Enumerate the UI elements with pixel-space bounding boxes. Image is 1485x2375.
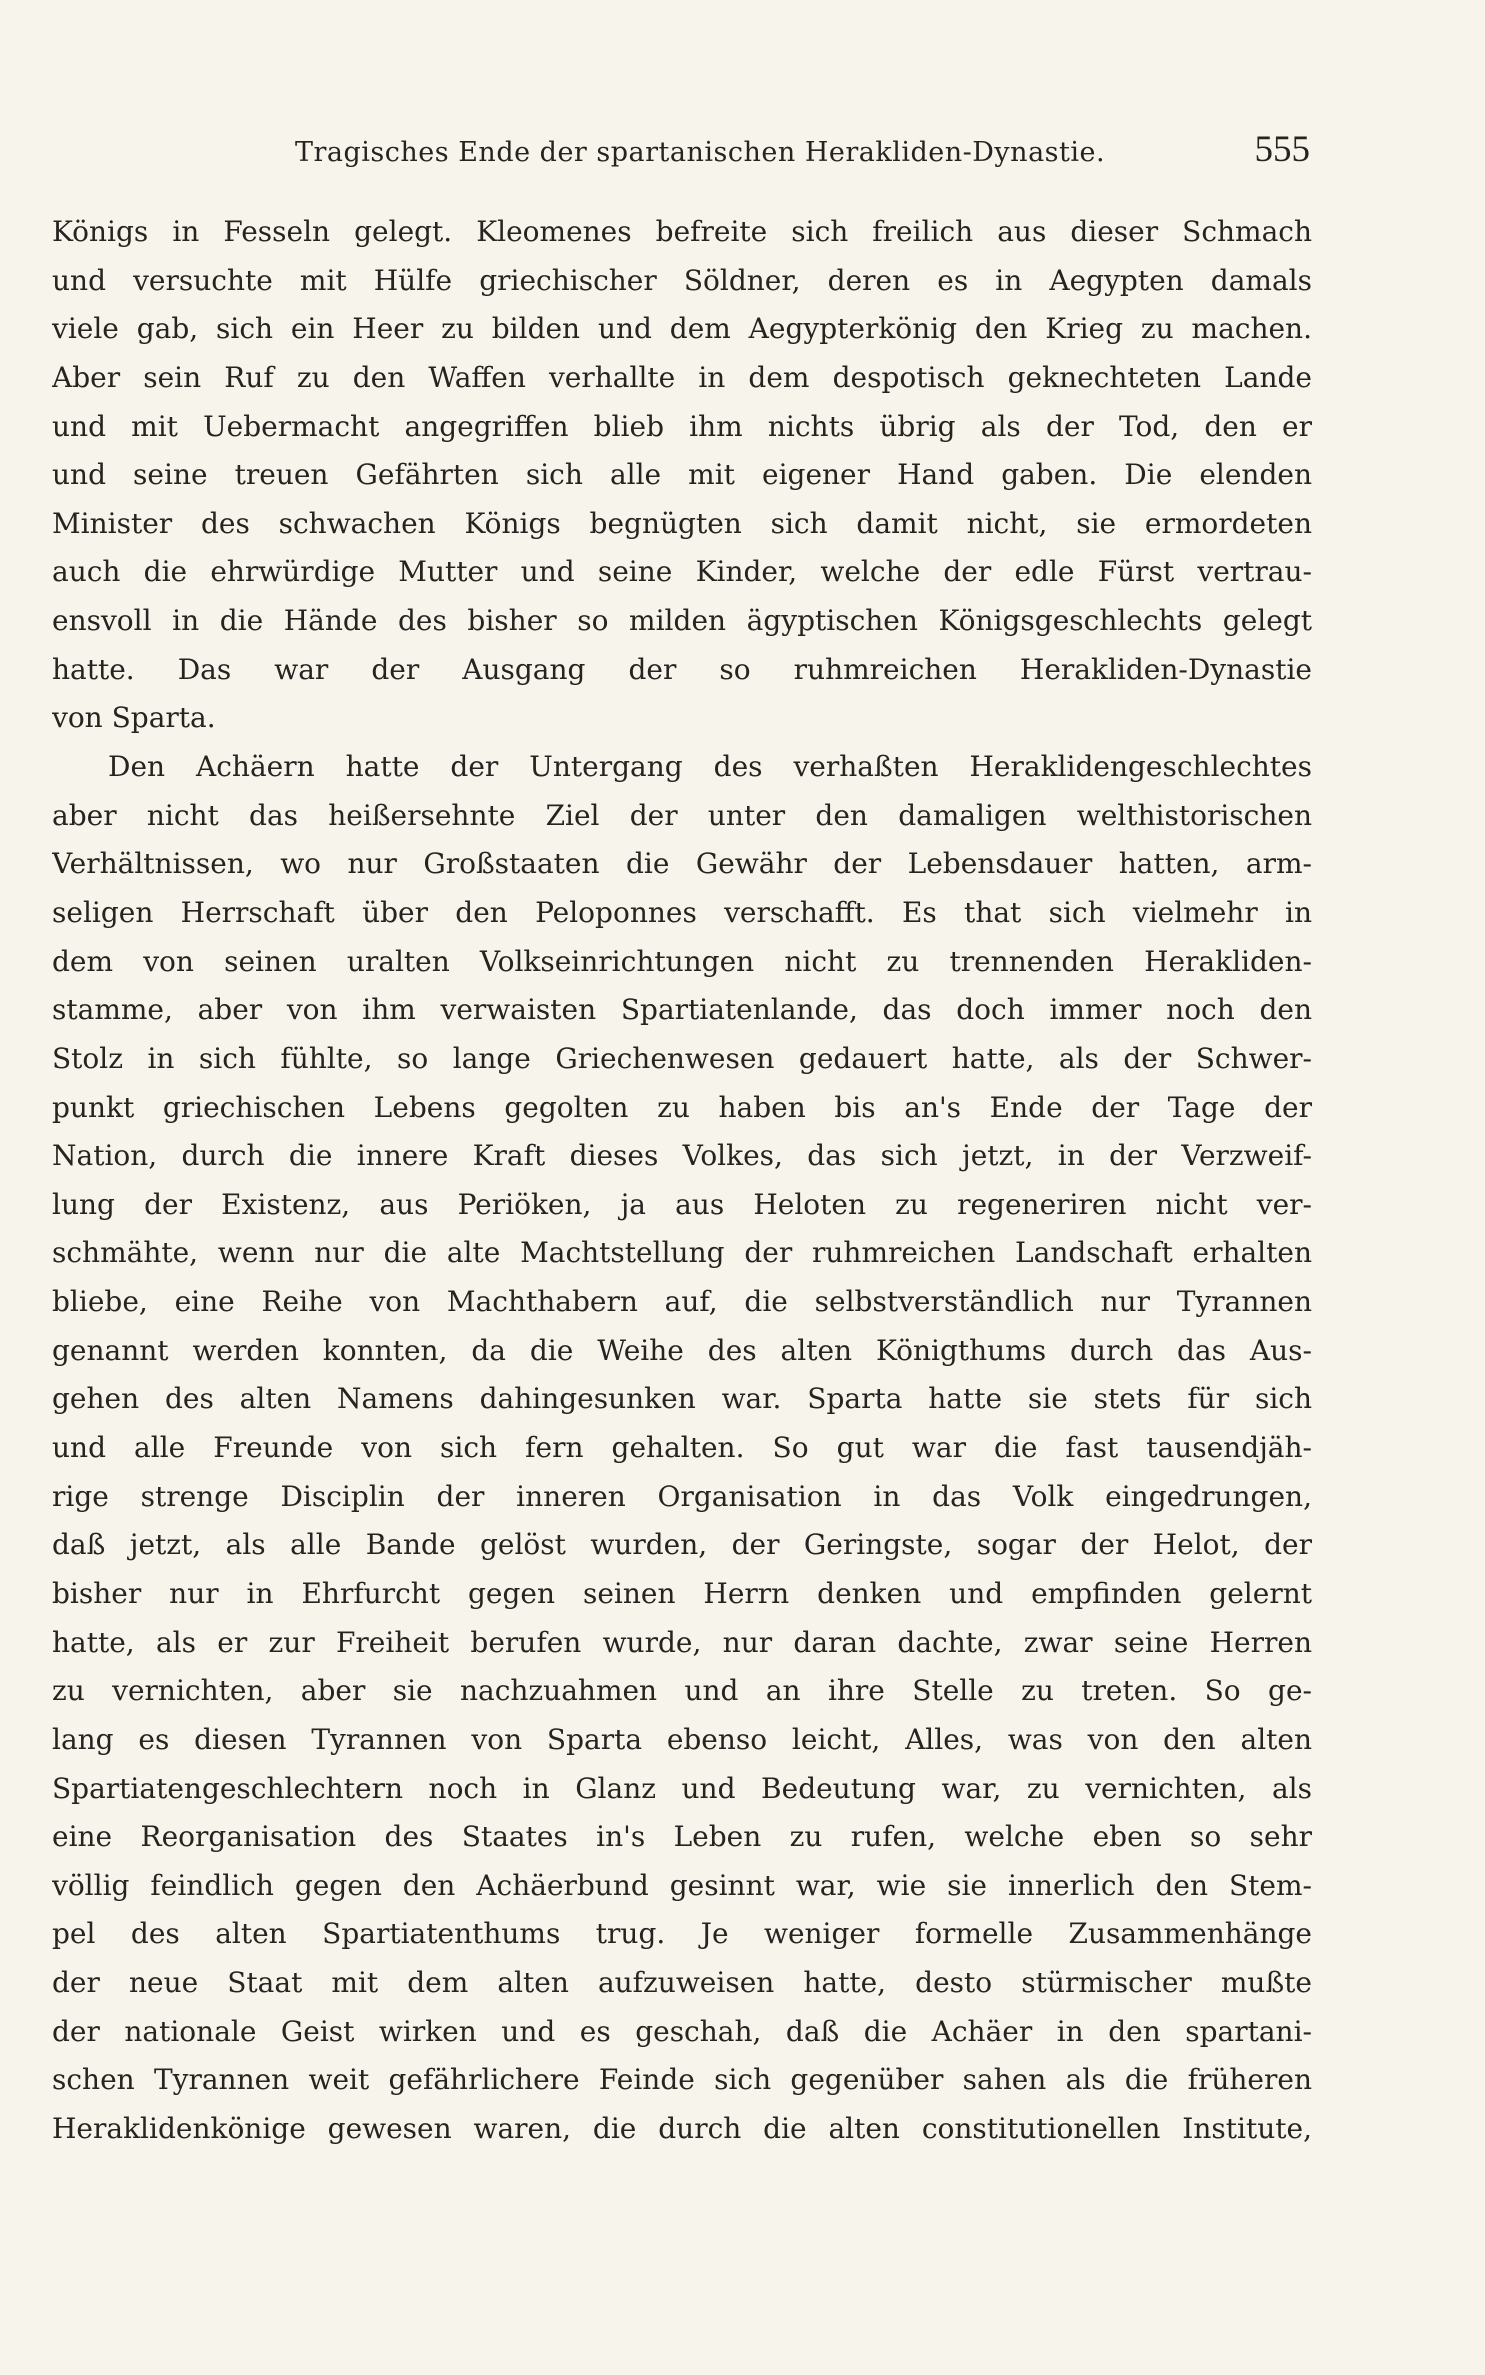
page-number: 555 (1254, 129, 1310, 170)
text-line: schmähte, wenn nur die alte Machtstellung der ruhmreichen Landschaft erhalten (52, 1236, 1312, 1270)
text-line: hatte. Das war der Ausgang der so ruhmreichen Herakliden-Dynastie (52, 652, 1312, 686)
text-line: rige strenge Disciplin der inneren Organisation in das Volk eingedrungen, (52, 1479, 1312, 1513)
text-line: Königs in Fesseln gelegt. Kleomenes befreite sich freilich aus dieser Schmach (52, 215, 1312, 248)
text-line: pel des alten Spartiatenthums trug. Je weniger formelle Zusammenhänge (52, 1917, 1312, 1951)
text-line: Spartiatengeschlechtern noch in Glanz und Bedeutung war, zu vernichten, als (52, 1771, 1312, 1805)
text-line: der nationale Geist wirken und es geschah, daß die Achäer in den spartani- (52, 2014, 1312, 2048)
text-line: viele gab, sich ein Heer zu bilden und dem Aegypterkönig den Krieg zu machen. (52, 312, 1312, 346)
text-line: daß jetzt, als alle Bande gelöst wurden, der Geringste, sogar der Helot, der (52, 1528, 1312, 1562)
paragraph-start-line: Den Achäern hatte der Untergang des verhaßten Heraklidengeschlechtes (108, 750, 1312, 784)
text-line: ensvoll in die Hände des bisher so milden ägyptischen Königsgeschlechts gelegt (52, 604, 1312, 638)
text-line: genannt werden konnten, da die Weihe des alten Königthums durch das Aus- (52, 1333, 1312, 1367)
text-line: auch die ehrwürdige Mutter und seine Kinder, welche der edle Fürst vertrau- (52, 555, 1312, 589)
text-line: bisher nur in Ehrfurcht gegen seinen Herrn denken und empfinden gelernt (52, 1576, 1312, 1610)
text-line: bliebe, eine Reihe von Machthabern auf, die selbstverständlich nur Tyrannen (52, 1285, 1312, 1319)
text-line: Heraklidenkönige gewesen waren, die durch die alten constitutionellen Institute, (52, 2111, 1312, 2145)
text-line: Aber sein Ruf zu den Waffen verhallte in dem despotisch geknechteten Lande (52, 360, 1312, 394)
text-line: Nation, durch die innere Kraft dieses Volkes, das sich jetzt, in der Verzweif- (52, 1139, 1312, 1173)
text-line: aber nicht das heißersehnte Ziel der unter den damaligen welthistorischen (52, 798, 1312, 832)
page-header (295, 128, 1310, 184)
text-line: Stolz in sich fühlte, so lange Griechenwesen gedauert hatte, als der Schwer- (52, 1041, 1312, 1075)
running-title: Tragisches Ende der spartanischen Herakliden-Dynastie. (295, 137, 1106, 168)
text-line: hatte, als er zur Freiheit berufen wurde, nur daran dachte, zwar seine Herren (52, 1625, 1312, 1659)
text-line: stamme, aber von ihm verwaisten Spartiatenlande, das doch immer noch den (52, 993, 1312, 1027)
text-line: und alle Freunde von sich fern gehalten. So gut war die fast tausendjäh- (52, 1431, 1312, 1465)
text-line: und mit Uebermacht angegriffen blieb ihm nichts übrig als der Tod, den er (52, 409, 1312, 443)
text-line: lung der Existenz, aus Periöken, ja aus Heloten zu regeneriren nicht ver- (52, 1187, 1312, 1221)
text-line: und versuchte mit Hülfe griechischer Söldner, deren es in Aegypten damals (52, 263, 1312, 297)
text-line: eine Reorganisation des Staates in's Leben zu rufen, welche eben so sehr (52, 1820, 1312, 1854)
text-line: schen Tyrannen weit gefährlichere Feinde sich gegenüber sahen als die früheren (52, 2063, 1312, 2097)
body-text (52, 208, 1312, 2154)
text-line: Verhältnissen, wo nur Großstaaten die Gewähr der Lebensdauer hatten, arm- (52, 847, 1312, 881)
text-line: seligen Herrschaft über den Peloponnes verschafft. Es that sich vielmehr in (52, 895, 1312, 929)
text-line: lang es diesen Tyrannen von Sparta ebenso leicht, Alles, was von den alten (52, 1722, 1312, 1756)
text-line: dem von seinen uralten Volkseinrichtungen nicht zu trennenden Herakliden- (52, 944, 1312, 978)
text-line: punkt griechischen Lebens gegolten zu haben bis an's Ende der Tage der (52, 1090, 1312, 1124)
paragraph-end-line: von Sparta. (52, 701, 216, 735)
text-line: zu vernichten, aber sie nachzuahmen und an ihre Stelle zu treten. So ge- (52, 1674, 1312, 1708)
text-line: der neue Staat mit dem alten aufzuweisen hatte, desto stürmischer mußte (52, 1966, 1312, 2000)
text-line: gehen des alten Namens dahingesunken war. Sparta hatte sie stets für sich (52, 1382, 1312, 1416)
text-line: und seine treuen Gefährten sich alle mit eigener Hand gaben. Die elenden (52, 458, 1312, 492)
text-line: völlig feindlich gegen den Achäerbund gesinnt war, wie sie innerlich den Stem- (52, 1868, 1312, 1902)
text-line: Minister des schwachen Königs begnügten sich damit nicht, sie ermordeten (52, 506, 1312, 540)
